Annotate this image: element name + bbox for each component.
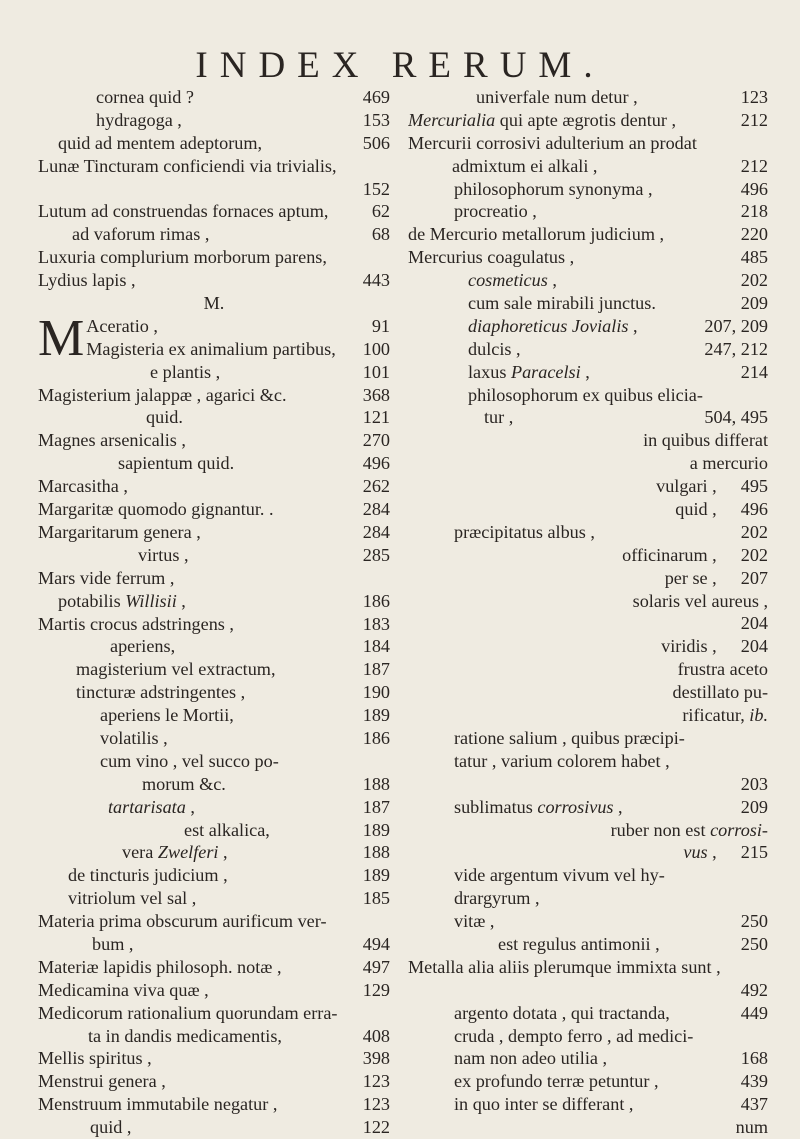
page-number: 68 — [371, 224, 390, 245]
page-number: 262 — [362, 476, 390, 497]
entry-text: argento dotata , qui tractanda, — [454, 1002, 670, 1023]
entry-text: diaphoreticus Jovialis , — [468, 315, 638, 336]
index-entry — [38, 704, 390, 727]
index-entry — [408, 246, 768, 269]
index-entry — [408, 910, 768, 933]
index-entry — [408, 956, 768, 979]
index-entry — [38, 956, 390, 979]
index-entry — [38, 498, 390, 521]
entry-text — [408, 1116, 730, 1139]
index-entry — [38, 979, 390, 1002]
entry-text: vus , — [683, 842, 717, 863]
left-column — [38, 86, 390, 1139]
index-entry — [38, 269, 390, 292]
page-number: 504, 495 — [704, 407, 768, 428]
page-number: 215 — [740, 842, 768, 863]
entry-text: ratione salium , quibus præcipi- — [454, 727, 685, 748]
page-number: 202 — [740, 544, 768, 565]
index-entry — [38, 406, 390, 429]
page-number: 497 — [362, 956, 390, 977]
entry-text: Lutum ad construendas fornaces aptum, — [38, 201, 329, 222]
index-entry — [38, 681, 390, 704]
index-entry — [408, 1047, 768, 1070]
page-number: 439 — [740, 1071, 768, 1092]
index-entry — [38, 246, 390, 269]
entry-text: Mercurius coagulatus , — [408, 247, 575, 268]
entry-text: M. — [203, 293, 225, 314]
page-number: 190 — [362, 682, 390, 703]
index-entry — [38, 1116, 390, 1139]
page-number: 91 — [371, 315, 390, 336]
index-entry — [408, 1116, 768, 1139]
index-entry — [408, 887, 768, 910]
index-entry — [408, 750, 768, 773]
entry-text: procreatio , — [454, 201, 537, 222]
entry-text: cum sale mirabili junctus. — [468, 293, 656, 314]
index-entry — [38, 567, 390, 590]
page-number: 284 — [362, 521, 390, 542]
entry-text: drargyrum , — [454, 888, 540, 909]
index-entry — [408, 1093, 768, 1116]
index-entry — [408, 933, 768, 956]
page-number: 202 — [740, 521, 768, 542]
page-number: 204 — [740, 636, 768, 657]
index-entry — [38, 796, 390, 819]
index-entry — [38, 200, 390, 223]
page-number: 152 — [362, 178, 390, 199]
index-entry — [38, 1025, 390, 1048]
index-entry — [38, 887, 390, 910]
page-number: 189 — [362, 705, 390, 726]
entry-text: Medicamina viva quæ , — [38, 979, 209, 1000]
page-number: 209 — [740, 293, 768, 314]
page-number: 188 — [362, 773, 390, 794]
entry-text: philosophorum synonyma , — [454, 178, 653, 199]
index-entry — [38, 361, 390, 384]
index-entry — [408, 521, 768, 544]
page-number: 496 — [740, 178, 768, 199]
page-number: 214 — [740, 361, 768, 382]
index-entry — [408, 475, 768, 498]
page-number: 122 — [362, 1117, 390, 1138]
index-entry — [408, 178, 768, 201]
index-entry — [408, 612, 768, 635]
index-entry — [38, 521, 390, 544]
entry-text: e plantis , — [150, 361, 221, 382]
entry-text: magisterium vel extractum, — [76, 659, 276, 680]
index-entry — [408, 269, 768, 292]
page-number: 129 — [362, 979, 390, 1000]
index-entry — [38, 1093, 390, 1116]
entry-text: a mercurio — [689, 453, 768, 474]
entry-text: Mellis spiritus , — [38, 1048, 152, 1069]
page-number: 449 — [740, 1002, 768, 1023]
page-number: 185 — [362, 888, 390, 909]
page-number: 247, 212 — [704, 338, 768, 359]
index-entry — [408, 1070, 768, 1093]
entry-text: cum vino , vel succo po- — [100, 750, 279, 771]
index-entry — [38, 1047, 390, 1070]
entry-text: Magisteria ex animalium partibus, — [86, 338, 336, 359]
page-number: 270 — [362, 430, 390, 451]
entry-text: potabilis Willisii , — [58, 590, 186, 611]
entry-text: Materiæ lapidis philosoph. notæ , — [38, 956, 282, 977]
entry-text: per se , — [664, 567, 717, 588]
entry-text: Lunæ Tincturam conficiendi via trivialis, — [38, 155, 337, 176]
entry-text: Martis crocus adstringens , — [38, 613, 234, 634]
page-number: 203 — [740, 773, 768, 794]
index-entry — [408, 429, 768, 452]
page-number: 189 — [362, 865, 390, 886]
index-entry — [408, 452, 768, 475]
entry-text: Mars vide ferrum , — [38, 567, 175, 588]
index-entry — [408, 819, 768, 842]
entry-text: Margaritarum genera , — [38, 521, 201, 542]
entry-text: cornea quid ? — [96, 87, 194, 107]
index-entry — [408, 590, 768, 613]
entry-text: aperiens, — [110, 636, 176, 657]
entry-text: Luxuria complurium morborum parens, — [38, 247, 327, 268]
page-number: num — [735, 1117, 768, 1138]
page-number: 207, 209 — [704, 315, 768, 336]
index-entry — [38, 635, 390, 658]
page-number: 250 — [740, 911, 768, 932]
index-entry — [408, 727, 768, 750]
entry-text: tur , — [484, 407, 514, 428]
entry-text: quid ad mentem adeptorum, — [58, 132, 263, 153]
entry-text: Aceratio , — [86, 315, 158, 336]
index-entry — [408, 1025, 768, 1048]
page-number: 220 — [740, 224, 768, 245]
page-number: 408 — [362, 1025, 390, 1046]
entry-text: præcipitatus albus , — [454, 521, 595, 542]
page-number: 186 — [362, 590, 390, 611]
page-number: 186 — [362, 727, 390, 748]
entry-text: Menstruum immutabile negatur , — [38, 1094, 278, 1115]
page-number: 485 — [740, 247, 768, 268]
index-entry — [408, 292, 768, 315]
entry-text: vide argentum vivum vel hy- — [454, 865, 665, 886]
entry-text: tincturæ adstringentes , — [76, 682, 246, 703]
index-entry — [408, 155, 768, 178]
entry-text: nam non adeo utilia , — [454, 1048, 608, 1069]
entry-text: Mercurialia qui apte ægrotis dentur , — [408, 109, 677, 130]
index-entry — [408, 567, 768, 590]
page-number: 496 — [740, 499, 768, 520]
page-number: 204 — [740, 613, 768, 634]
entry-text: ad vaforum rimas , — [72, 224, 210, 245]
page-number: 123 — [362, 1094, 390, 1115]
entry-text: sapientum quid. — [118, 453, 235, 474]
index-entry — [408, 86, 768, 109]
entry-text: cosmeticus , — [468, 270, 557, 291]
entry-text: virtus , — [138, 544, 189, 565]
entry-text: de tincturis judicium , — [68, 865, 228, 886]
index-entry — [408, 200, 768, 223]
page-number: 496 — [362, 453, 390, 474]
page-number: 207 — [740, 567, 768, 588]
entry-text: Magnes arsenicalis , — [38, 430, 186, 451]
page-number: 62 — [371, 201, 390, 222]
page-number: 187 — [362, 796, 390, 817]
page-number: 284 — [362, 499, 390, 520]
page-number: 187 — [362, 659, 390, 680]
entry-text: quid , — [90, 1117, 132, 1138]
page-number: 202 — [740, 270, 768, 291]
entry-text: vera Zwelferi , — [122, 842, 228, 863]
index-entry — [38, 727, 390, 750]
entry-text: tartarisata , — [108, 796, 195, 817]
entry-text: volatilis , — [100, 727, 168, 748]
section-letter — [38, 292, 390, 315]
page-number: 218 — [740, 201, 768, 222]
page-number: 437 — [740, 1094, 768, 1115]
index-entry — [408, 109, 768, 132]
page-number: 398 — [362, 1048, 390, 1069]
entry-text: morum &c. — [142, 773, 226, 794]
page-number: 101 — [362, 361, 390, 382]
index-entry — [408, 315, 768, 338]
entry-text: vitriolum vel sal , — [68, 888, 197, 909]
index-entry — [38, 109, 390, 132]
entry-text: de Mercurio metallorum judicium , — [408, 224, 665, 245]
index-entry — [38, 658, 390, 681]
entry-text — [408, 773, 735, 796]
entry-text: cruda , dempto ferro , ad medici- — [454, 1025, 694, 1046]
entry-text: est regulus antimonii , — [498, 933, 660, 954]
index-entry — [38, 475, 390, 498]
entry-text: quid. — [146, 407, 183, 428]
index-entry — [408, 498, 768, 521]
entry-text: Medicorum rationalium quorundam erra- — [38, 1002, 338, 1023]
entry-text — [38, 178, 357, 201]
index-entry — [408, 979, 768, 1002]
entry-text: Margaritæ quomodo gignantur. . — [38, 499, 274, 520]
entry-text: Magisterium jalappæ , agarici &c. — [38, 384, 287, 405]
index-entry — [38, 864, 390, 887]
index-entry — [38, 933, 390, 956]
entry-text: ruber non est corrosi- — [610, 819, 768, 840]
index-entry — [408, 544, 768, 567]
entry-text: frustra aceto — [677, 659, 768, 680]
right-column — [408, 86, 768, 1139]
index-entry — [408, 635, 768, 658]
entry-text: vitæ , — [454, 911, 495, 932]
entry-text: Menstrui genera , — [38, 1071, 166, 1092]
index-entry — [408, 132, 768, 155]
index-entry — [408, 1002, 768, 1025]
page-number: 506 — [362, 132, 390, 153]
entry-text: in quo inter se differant , — [454, 1094, 634, 1115]
entry-text: destillato pu- — [672, 682, 768, 703]
entry-text: viridis , — [661, 636, 717, 657]
index-entry — [38, 132, 390, 155]
index-entry — [38, 841, 390, 864]
page-number: 212 — [740, 109, 768, 130]
page-number: 153 — [362, 109, 390, 130]
page-number: 368 — [362, 384, 390, 405]
page-number: 183 — [362, 613, 390, 634]
index-entry — [408, 361, 768, 384]
index-entry — [408, 384, 768, 407]
index-entry — [38, 613, 390, 636]
entry-text: Materia prima obscurum aurificum ver- — [38, 911, 327, 932]
page-number: 250 — [740, 933, 768, 954]
page-number: 123 — [362, 1071, 390, 1092]
entry-text: in quibus differat — [643, 430, 768, 451]
entry-text: bum , — [92, 933, 134, 954]
index-entry — [408, 796, 768, 819]
page-number: 121 — [362, 407, 390, 428]
index-entry — [408, 338, 768, 361]
index-entry — [408, 406, 768, 429]
page-number: 209 — [740, 796, 768, 817]
page-number: 123 — [740, 87, 768, 107]
entry-text: ex profundo terræ petuntur , — [454, 1071, 659, 1092]
index-entry — [38, 819, 390, 842]
entry-text: tatur , varium colorem habet , — [454, 750, 670, 771]
entry-text: Lydius lapis , — [38, 270, 136, 291]
index-entry — [38, 178, 390, 201]
entry-text: univerfale num detur , — [476, 87, 638, 107]
entry-text: est alkalica, — [184, 819, 270, 840]
page-number: 188 — [362, 842, 390, 863]
entry-text: hydragoga , — [96, 109, 182, 130]
index-entry — [38, 773, 390, 796]
index-entry — [408, 864, 768, 887]
index-entry — [408, 681, 768, 704]
index-entry — [38, 1002, 390, 1025]
entry-text — [408, 979, 735, 1002]
index-entry — [38, 384, 390, 407]
index-entry — [38, 429, 390, 452]
page-number: 100 — [362, 338, 390, 359]
entry-text: quid , — [675, 499, 717, 520]
page-title: INDEX RERUM. — [195, 45, 605, 86]
page-number: 443 — [362, 270, 390, 291]
page-number: 494 — [362, 933, 390, 954]
drop-cap: M — [38, 309, 85, 367]
entry-text: sublimatus corrosivus , — [454, 796, 623, 817]
entry-text: dulcis , — [468, 338, 521, 359]
index-entry — [38, 544, 390, 567]
page-number: 285 — [362, 544, 390, 565]
index-entry — [38, 590, 390, 613]
page-number: 212 — [740, 155, 768, 176]
index-entry — [38, 309, 390, 367]
entry-text: officinarum , — [622, 544, 717, 565]
index-entry — [38, 910, 390, 933]
entry-text: rificatur, ib. — [682, 705, 768, 726]
entry-text: admixtum ei alkali , — [452, 155, 598, 176]
entry-text: solaris vel aureus , — [632, 590, 768, 611]
entry-text: Marcasitha , — [38, 476, 128, 497]
page-number: 492 — [740, 979, 768, 1000]
page-number: 495 — [740, 476, 768, 497]
index-entry — [38, 86, 390, 109]
index-entry — [38, 155, 390, 178]
index-entry — [408, 658, 768, 681]
page-number: 469 — [362, 87, 390, 107]
index-entry — [408, 773, 768, 796]
index-entry — [408, 223, 768, 246]
page-number: 189 — [362, 819, 390, 840]
index-entry — [38, 1070, 390, 1093]
index-entry — [408, 841, 768, 864]
entry-text: philosophorum ex quibus elicia- — [468, 384, 703, 405]
entry-text: laxus Paracelsi , — [468, 361, 590, 382]
index-entry — [38, 223, 390, 246]
entry-text: ta in dandis medicamentis, — [88, 1025, 282, 1046]
index-entry — [38, 750, 390, 773]
page-number: 168 — [740, 1048, 768, 1069]
entry-text: Metalla alia aliis plerumque immixta sunt , — [408, 956, 721, 977]
page-number: 184 — [362, 636, 390, 657]
index-entry — [38, 452, 390, 475]
entry-text: vulgari , — [656, 476, 717, 497]
entry-text — [408, 612, 735, 635]
entry-text: aperiens le Mortii, — [100, 705, 234, 726]
index-entry — [408, 704, 768, 727]
entry-text: Mercurii corrosivi adulterium an prodat — [408, 132, 697, 153]
